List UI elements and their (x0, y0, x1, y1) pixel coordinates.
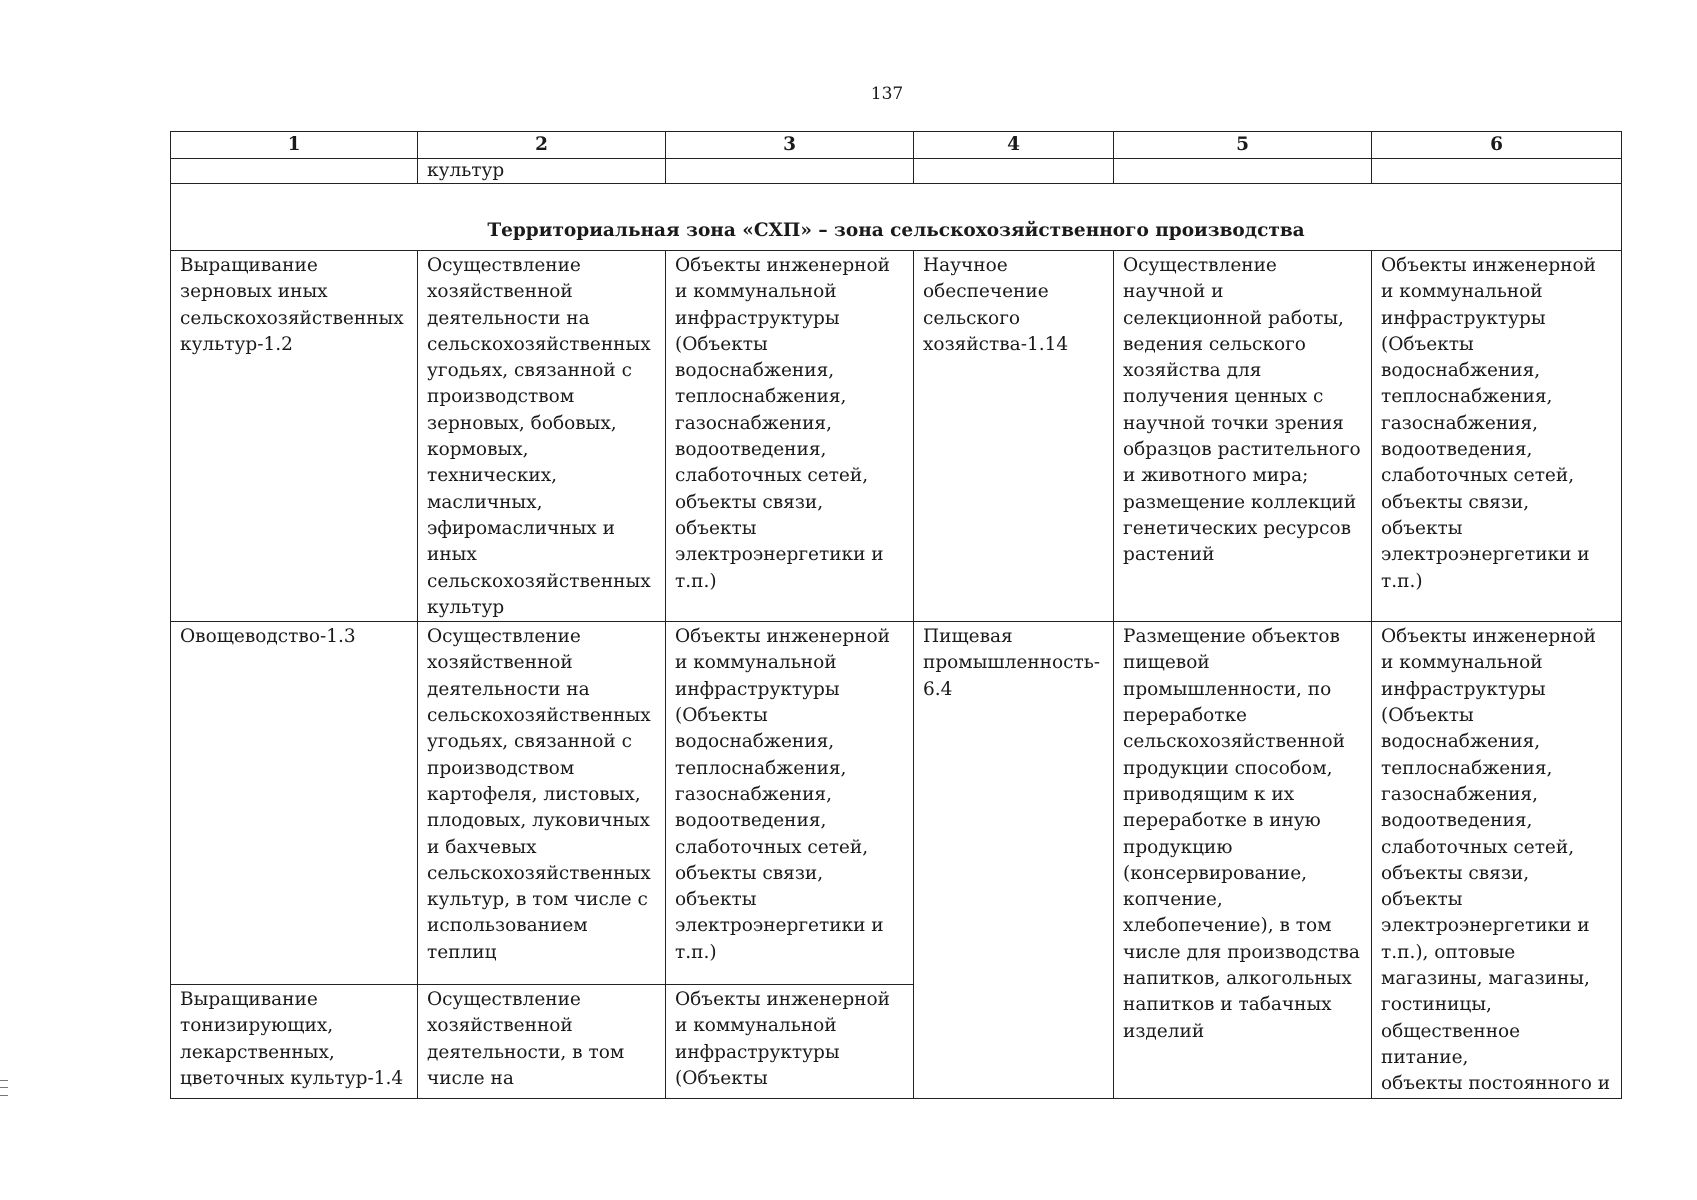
conditional-use-objects: Объекты инженерной и коммунальной инфраструктуры (Объекты водоснабжения, теплоснабжения, газоснабжения, водоотведения, слаботочных сетей, объекты связи, объекты электроэнергетики и т.п.) (1372, 251, 1622, 622)
page-number: 137 (870, 84, 904, 104)
continuation-row (171, 159, 1622, 184)
conditional-use-description: Осуществление научной и селекционной работы, ведения сельского хозяйства для получения ценных с научной точки зрения образцов растительного и животного мира; размещение коллекций генетических ресурсов растений (1114, 251, 1372, 622)
column-header: 4 (914, 132, 1114, 159)
column-header: 5 (1114, 132, 1372, 159)
conditional-use-name: Научное обеспечение сельского хозяйства-1.14 (914, 251, 1114, 622)
zone-title: Территориальная зона «СХП» – зона сельскохозяйственного производства (171, 184, 1622, 251)
main-use-objects: Объекты инженерной и коммунальной инфраструктуры (Объекты водоснабжения, теплоснабжения, газоснабжения, водоотведения, слаботочных сетей, объекты связи, объекты электроэнергетики и т.п.) (666, 622, 914, 985)
column-header: 1 (171, 132, 418, 159)
column-header: 3 (666, 132, 914, 159)
conditional-use-objects: Объекты инженерной и коммунальной инфраструктуры (Объекты водоснабжения, теплоснабжения, газоснабжения, водоотведения, слаботочных сетей, объекты связи, объекты электроэнергетики и т.п.), оптовые магазины, магазины, гостиницы, общественное питание, объекты постоянного и (1372, 622, 1622, 1098)
main-use-objects: Объекты инженерной и коммунальной инфраструктуры (Объекты (666, 985, 914, 1098)
main-use-description: Осуществление хозяйственной деятельности на сельскохозяйственных угодьях, связанной с производством картофеля, листовых, плодовых, луковичных и бахчевых сельскохозяйственных культур, в том числе с использованием теплиц (418, 622, 666, 985)
table-header-row (171, 132, 1622, 159)
main-use-name: Выращивание тонизирующих, лекарственных, цветочных культур-1.4 (171, 985, 418, 1098)
table-cell (666, 159, 914, 184)
main-use-name: Выращивание зерновых иных сельскохозяйственных культур-1.2 (171, 251, 418, 622)
main-use-description: Осуществление хозяйственной деятельности на сельскохозяйственных угодьях, связанной с производством зерновых, бобовых, кормовых, технических, масличных, эфиромасличных и иных сельскохозяйственных культур (418, 251, 666, 622)
conditional-use-name: Пищевая промышленность- 6.4 (914, 622, 1114, 1098)
main-use-objects: Объекты инженерной и коммунальной инфраструктуры (Объекты водоснабжения, теплоснабжения, газоснабжения, водоотведения, слаботочных сетей, объекты связи, объекты электроэнергетики и т.п.) (666, 251, 914, 622)
zone-title-row (171, 184, 1622, 251)
table-cell (914, 159, 1114, 184)
column-header: 6 (1372, 132, 1622, 159)
table-row (171, 622, 1622, 985)
table-cell: культур (418, 159, 666, 184)
scan-edge-mark (0, 1080, 8, 1096)
table-cell (1372, 159, 1622, 184)
main-use-name: Овощеводство-1.3 (171, 622, 418, 985)
column-header: 2 (418, 132, 666, 159)
permitted-use-table (170, 131, 1622, 1099)
table-row (171, 251, 1622, 622)
conditional-use-description: Размещение объектов пищевой промышленности, по переработке сельскохозяйственной продукции способом, приводящим к их переработке в иную продукцию (консервирование, копчение, хлебопечение), в том числе для производства напитков, алкогольных напитков и табачных изделий (1114, 622, 1372, 1098)
table-cell (1114, 159, 1372, 184)
main-use-description: Осуществление хозяйственной деятельности, в том числе на (418, 985, 666, 1098)
table-cell (171, 159, 418, 184)
